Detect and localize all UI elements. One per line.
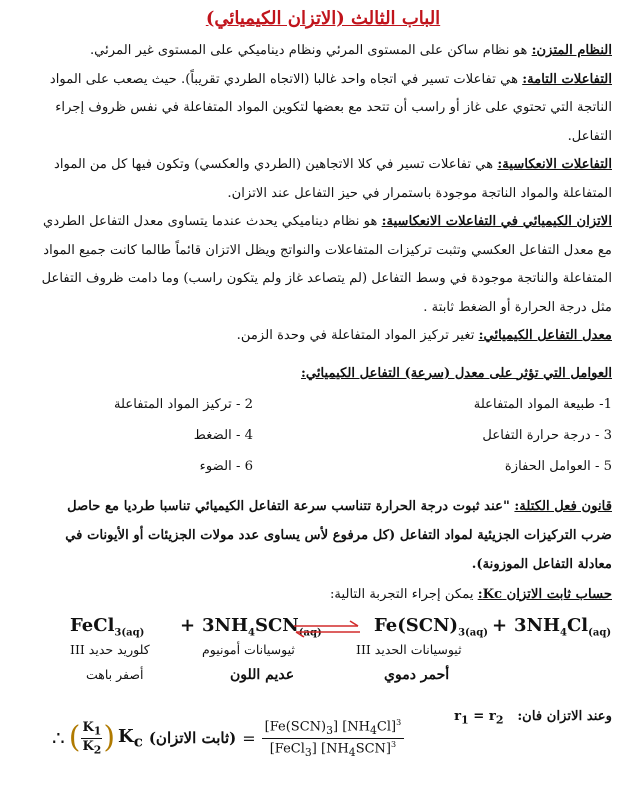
product-color-fescn3: أحمر دموي <box>384 666 450 683</box>
factor-item: 3 - درجة حرارة التفاعل <box>482 427 612 443</box>
factor-item: 1- طبيعة المواد المتفاعلة <box>473 396 612 412</box>
product-fescn3: $Fe(SCN)_{3(aq)}$ <box>374 614 488 639</box>
factors-heading: العوامل التي تؤثر على معدل (سرعة) التفاعل الكيميائي: <box>301 365 612 381</box>
reactant-nh4scn: $3NH_4SCN_{(aq)}$ <box>202 614 322 639</box>
plus-sign: + <box>492 614 508 636</box>
reactant-name-nh4scn: ثيوسيانات أمونيوم <box>202 641 295 657</box>
definition-term: النظام المتزن: <box>531 43 612 58</box>
kc-calculation-intro <box>34 581 612 609</box>
product-name-fescn3: ثيوسيانات الحديد III <box>356 641 462 657</box>
reactant-fecl3: FeCl$_{3(aq)}$ <box>70 614 145 639</box>
factor-item: 6 - الضوء <box>199 458 253 474</box>
plus-sign: + <box>180 614 196 636</box>
factors-list <box>34 389 612 482</box>
definition-equilibrium-system <box>34 37 612 66</box>
law-term: قانون فعل الكتلة: <box>514 498 612 514</box>
factor-item: 2 - تركيز المواد المتفاعلة <box>113 396 253 412</box>
equilibrium-arrow-icon <box>292 619 362 639</box>
kc-denominator: [FeCl$_3$] $[NH_4SCN]^3$ <box>269 739 397 759</box>
kc-text: يمكن إجراء التجربة التالية: <box>329 586 478 602</box>
factor-item: 5 - العوامل الحفازة <box>504 458 612 474</box>
definition-text: تغير تركيز المواد المتفاعلة في وحدة الزمن. <box>236 328 479 343</box>
product-nh4cl: $3NH_4Cl_{(aq)}$ <box>514 614 612 639</box>
definition-term: التفاعلات الانعكاسية: <box>497 157 612 172</box>
mass-action-law <box>34 492 612 579</box>
definition-complete-reactions <box>34 66 612 152</box>
definition-text: هي تفاعلات تسير في اتجاه واحد غالبا (الاتجاه الطردي تقريباً). حيث يصعب على المواد الناتجة التي تحتوي على غاز أو راسب أن تتحد مع بعضها لتكوين المواد المتفاعلة في نفس ظروف إجراء التفاعل. <box>49 71 612 144</box>
definition-text: هي تفاعلات تسير في كلا الاتجاهين (الطردي والعكسي) وتكون فيها كل من المواد المتفاعلة والمواد الناتجة موجودة باستمرار في حيز التفاعل عند الاتزان. <box>54 157 612 201</box>
kc-term: حساب ثابت الاتزان Kc: <box>477 586 612 602</box>
definition-text: هو نظام ديناميكي يحدث عندما يتساوى معدل التفاعل الطردي مع معدل التفاعل العكسي وتثبت تركيزات المتفاعلات والنواتج ويظل الاتزان قائماً طالما كانت جميع المواد المتفاعلة والناتجة موجودة في وسط التفاعل (لم يتصاعد غاز ولم يتكون راسب) وما دامت ظروف التفاعل مثل درجة الحرارة أو الضغط ثابتة . <box>41 214 612 315</box>
reactant-name-fecl3: كلوريد حديد III <box>70 641 150 657</box>
definition-chemical-equilibrium <box>34 208 612 322</box>
kc-formula <box>52 718 404 759</box>
rates-equal: $r_1 = r_2$ <box>454 708 504 727</box>
definition-term: الاتزان الكيميائي في التفاعلات الانعكاسية: <box>381 214 612 229</box>
kc-symbol: $K_c$ <box>118 726 143 751</box>
open-paren: ( <box>68 720 81 756</box>
reactant-color-fecl3: أصفر باهت <box>86 666 144 682</box>
definition-term: معدل التفاعل الكيميائي: <box>478 328 612 343</box>
equals-sign: = <box>242 728 256 748</box>
chemical-equation <box>34 615 612 705</box>
close-paren: ) <box>103 720 116 756</box>
definition-term: التفاعلات التامة: <box>522 71 612 87</box>
k1-over-k2: $\frac{K_1}{K_2}$ <box>82 720 102 757</box>
factor-item: 4 - الضغط <box>193 427 253 443</box>
definition-text: هو نظام ساكن على المستوى المرئي ونظام ديناميكي على المستوى غير المرئي. <box>89 43 532 58</box>
therefore-symbol: ∴ <box>52 726 65 751</box>
kc-expression <box>262 718 405 759</box>
kc-label: (ثابت الاتزان) <box>148 729 237 748</box>
chapter-title: الباب الثالث (الاتزان الكيميائي) <box>205 8 441 29</box>
kc-numerator: $[Fe(SCN)_3]$ $[NH_4Cl]^3$ <box>262 718 405 739</box>
definition-reversible-reactions <box>34 151 612 208</box>
reactant-color-nh4scn: عديم اللون <box>230 666 295 683</box>
law-text: "عند ثبوت درجة الحرارة تتناسب سرعة التفاعل الكيميائي تناسبا طرديا مع حاصل ضرب التركيزات الجزيئية لمواد التفاعل (كل مرفوع لأس يساوى عدد مولات الجزيئات أو الأيونات في معادلة التفاعل الموزونة). <box>65 498 612 572</box>
definition-reaction-rate <box>34 322 612 351</box>
document-page <box>0 8 640 797</box>
equilibrium-note-text: وعند الاتزان فان: <box>517 708 612 724</box>
